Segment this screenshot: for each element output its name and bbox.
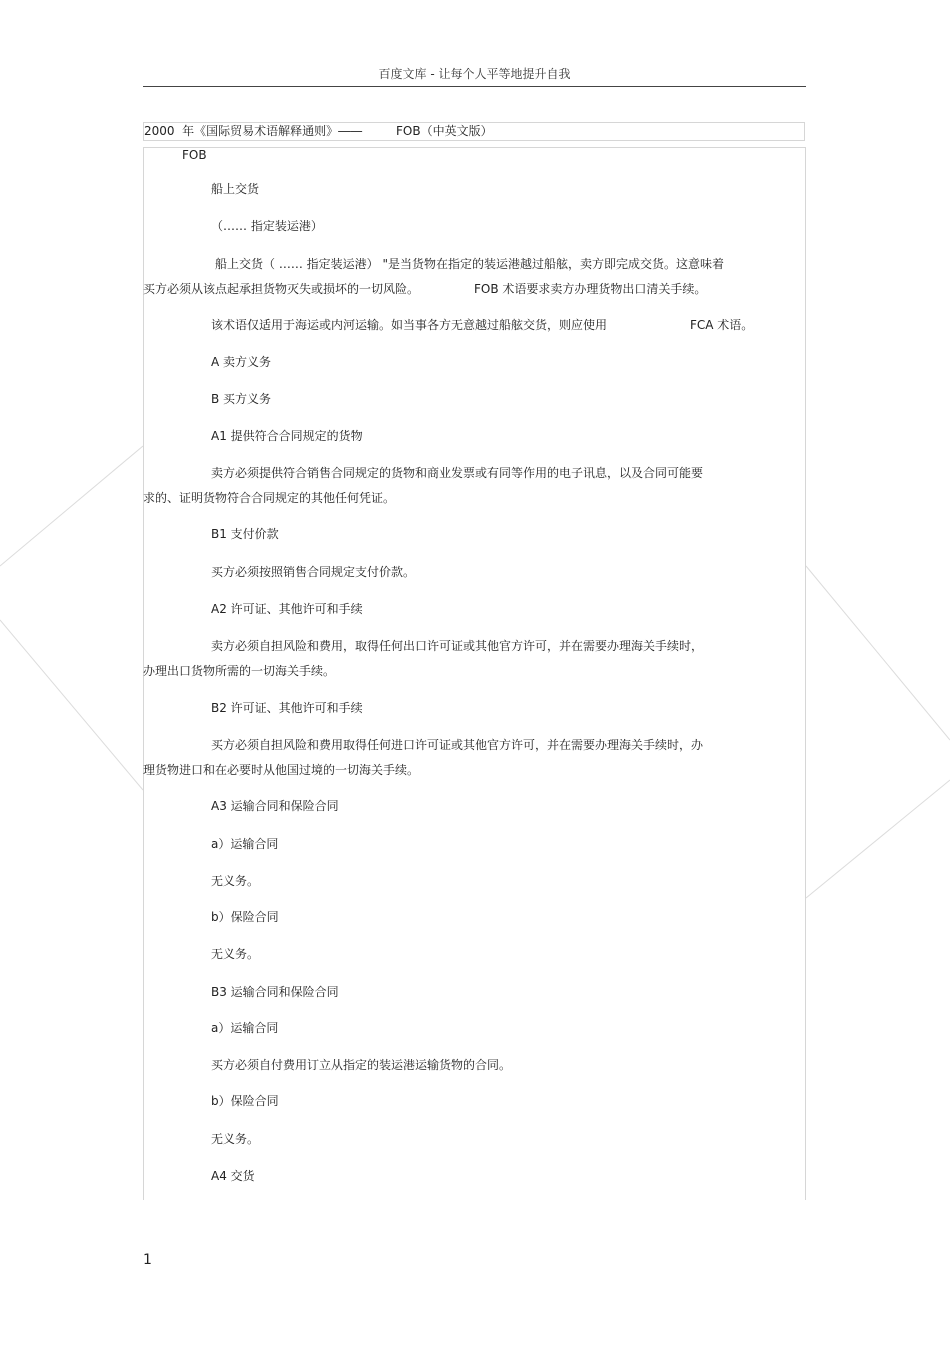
section-a3-a: a）运输合同 [211,837,279,851]
section-b1-heading: B1 支付价款 [211,527,279,541]
section-b3-heading: B3 运输合同和保险合同 [211,985,339,999]
term-subtitle: 船上交货 [211,182,260,196]
page-header: 百度文库 - 让每个人平等地提升自我 [378,67,571,81]
section-b2-heading: B2 许可证、其他许可和手续 [211,701,363,715]
section-a3-b-text: 无义务。 [211,947,260,961]
page-number: 1 [143,1252,152,1268]
term-heading: FOB [182,148,207,162]
section-a2-heading: A2 许可证、其他许可和手续 [211,602,363,616]
section-b2-line-1: 买方必须自担风险和费用取得任何进口许可证或其他官方许可，并在需要办理海关手续时，办 [211,738,704,752]
section-a3-b: b）保险合同 [211,910,279,924]
paragraph-1-line-2b: FOB 术语要求卖方办理货物出口清关手续。 [474,282,707,296]
buyer-duties-heading: B 买方义务 [211,392,272,406]
port-note: （…… 指定装运港） [211,219,323,233]
paragraph-1-line-2a: 买方必须从该点起承担货物灭失或损坏的一切风险。 [143,282,420,296]
section-a2-line-1: 卖方必须自担风险和费用，取得任何出口许可证或其他官方许可，并在需要办理海关手续时， [211,639,704,653]
paragraph-2a: 该术语仅适用于海运或内河运输。如当事各方无意越过船舷交货，则应使用 [211,318,608,332]
seller-duties-heading: A 卖方义务 [211,355,272,369]
section-b3-b: b）保险合同 [211,1094,279,1108]
paragraph-2b: FCA 术语。 [690,318,754,332]
section-a1-line-1: 卖方必须提供符合销售合同规定的货物和商业发票或有同等作用的电子讯息，以及合同可能要 [211,466,704,480]
section-b3-a-text: 买方必须自付费用订立从指定的装运港运输货物的合同。 [211,1058,512,1072]
section-a3-a-text: 无义务。 [211,874,260,888]
paragraph-1-line-1: 船上交货（ …… 指定装运港） "是当货物在指定的装运港越过船舷，卖方即完成交货。这意味着 [215,257,724,271]
section-a1-line-2: 求的、证明货物符合合同规定的其他任何凭证。 [143,491,396,505]
section-a3-heading: A3 运输合同和保险合同 [211,799,339,813]
title-main: 2000 年《国际贸易术语解释通则》―― [144,124,363,138]
section-b3-a: a）运输合同 [211,1021,279,1035]
section-b1-text: 买方必须按照销售合同规定支付价款。 [211,565,416,579]
section-a1-heading: A1 提供符合合同规定的货物 [211,429,363,443]
section-b2-line-2: 理货物进口和在必要时从他国过境的一切海关手续。 [143,763,420,777]
document-title [143,122,805,141]
title-term: FOB（中英文版） [396,124,493,138]
section-a2-line-2: 办理出口货物所需的一切海关手续。 [143,664,336,678]
section-b3-b-text: 无义务。 [211,1132,260,1146]
section-a4-heading: A4 交货 [211,1169,255,1183]
header-divider [143,86,806,87]
